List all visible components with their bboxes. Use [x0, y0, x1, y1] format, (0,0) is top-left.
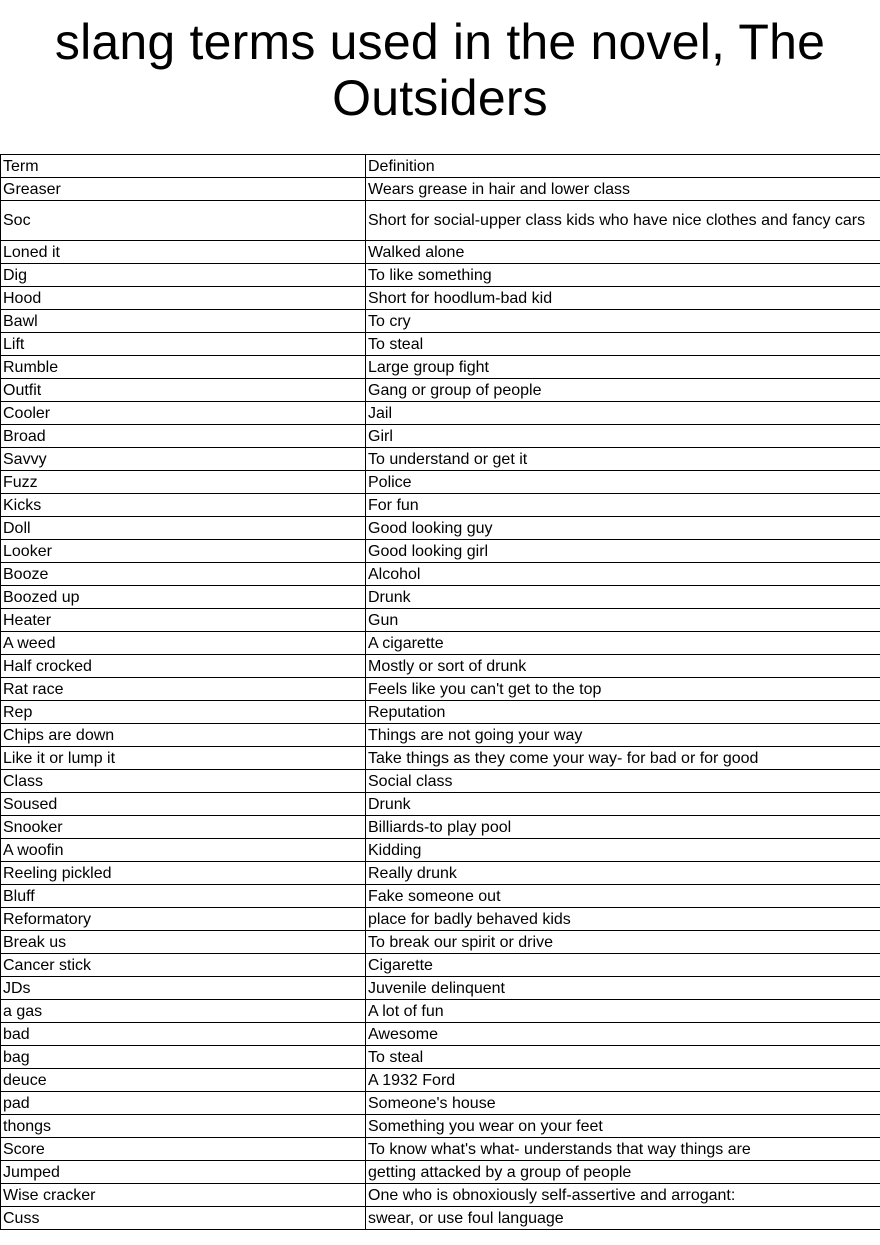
- table-row: [1, 1138, 880, 1161]
- term-cell: Wise cracker: [1, 1184, 366, 1207]
- term-cell: bad: [1, 1023, 366, 1046]
- term-cell: Looker: [1, 540, 366, 563]
- table-row: [1, 471, 880, 494]
- term-cell: Soused: [1, 793, 366, 816]
- definition-cell: To understand or get it: [366, 448, 880, 471]
- table-row: [1, 1046, 880, 1069]
- definition-cell: Feels like you can't get to the top: [366, 678, 880, 701]
- term-cell: Hood: [1, 287, 366, 310]
- term-cell: Booze: [1, 563, 366, 586]
- table-row: [1, 310, 880, 333]
- table-row: [1, 494, 880, 517]
- table-row: [1, 1115, 880, 1138]
- table-row: [1, 954, 880, 977]
- definition-cell: Juvenile delinquent: [366, 977, 880, 1000]
- term-cell: pad: [1, 1092, 366, 1115]
- definition-cell: To like something: [366, 264, 880, 287]
- definition-cell: A 1932 Ford: [366, 1069, 880, 1092]
- table-row: [1, 1207, 880, 1230]
- term-cell: Soc: [1, 201, 366, 241]
- table-row: [1, 609, 880, 632]
- table-row: [1, 264, 880, 287]
- definition-cell: Girl: [366, 425, 880, 448]
- definition-cell: Gun: [366, 609, 880, 632]
- definition-cell: Short for hoodlum-bad kid: [366, 287, 880, 310]
- table-row: [1, 747, 880, 770]
- table-header-row: [1, 155, 880, 178]
- table-row: [1, 1184, 880, 1207]
- definition-cell: Large group fight: [366, 356, 880, 379]
- definition-cell: Kidding: [366, 839, 880, 862]
- term-cell: Fuzz: [1, 471, 366, 494]
- table-row: [1, 540, 880, 563]
- table-row: [1, 816, 880, 839]
- definition-cell: Fake someone out: [366, 885, 880, 908]
- table-row: [1, 1023, 880, 1046]
- table-row: [1, 908, 880, 931]
- definition-cell: To steal: [366, 1046, 880, 1069]
- table-row: [1, 425, 880, 448]
- definition-cell: Reputation: [366, 701, 880, 724]
- definition-cell: Someone's house: [366, 1092, 880, 1115]
- definition-cell: Alcohol: [366, 563, 880, 586]
- table-row: [1, 1000, 880, 1023]
- definition-cell: Wears grease in hair and lower class: [366, 178, 880, 201]
- definition-cell: Something you wear on your feet: [366, 1115, 880, 1138]
- definition-cell: A lot of fun: [366, 1000, 880, 1023]
- term-cell: Rat race: [1, 678, 366, 701]
- term-cell: thongs: [1, 1115, 366, 1138]
- definition-cell: Really drunk: [366, 862, 880, 885]
- term-cell: Outfit: [1, 379, 366, 402]
- term-cell: Greaser: [1, 178, 366, 201]
- table-row: [1, 402, 880, 425]
- definition-cell: Take things as they come your way- for bad or for good: [366, 747, 880, 770]
- table-row: [1, 701, 880, 724]
- definition-cell: For fun: [366, 494, 880, 517]
- term-cell: A weed: [1, 632, 366, 655]
- term-cell: Like it or lump it: [1, 747, 366, 770]
- definition-cell: place for badly behaved kids: [366, 908, 880, 931]
- definition-cell: Gang or group of people: [366, 379, 880, 402]
- definition-cell: Social class: [366, 770, 880, 793]
- term-cell: Class: [1, 770, 366, 793]
- term-cell: Jumped: [1, 1161, 366, 1184]
- table-row: [1, 287, 880, 310]
- definition-cell: Good looking guy: [366, 517, 880, 540]
- definition-cell: To steal: [366, 333, 880, 356]
- term-cell: bag: [1, 1046, 366, 1069]
- table-row: [1, 977, 880, 1000]
- definition-cell: A cigarette: [366, 632, 880, 655]
- term-cell: Cooler: [1, 402, 366, 425]
- table-row: [1, 862, 880, 885]
- table-row: [1, 178, 880, 201]
- table-row: [1, 724, 880, 747]
- definition-cell: Good looking girl: [366, 540, 880, 563]
- definition-cell: To break our spirit or drive: [366, 931, 880, 954]
- definition-cell: Awesome: [366, 1023, 880, 1046]
- term-cell: Reformatory: [1, 908, 366, 931]
- table-row: [1, 1069, 880, 1092]
- table-row: [1, 678, 880, 701]
- definition-cell: getting attacked by a group of people: [366, 1161, 880, 1184]
- table-row: [1, 333, 880, 356]
- table-row: [1, 448, 880, 471]
- table-row: [1, 885, 880, 908]
- table-row: [1, 563, 880, 586]
- term-cell: Reeling pickled: [1, 862, 366, 885]
- table-row: [1, 1161, 880, 1184]
- term-cell: Lift: [1, 333, 366, 356]
- definition-cell: One who is obnoxiously self-assertive and arrogant:: [366, 1184, 880, 1207]
- definition-cell: To cry: [366, 310, 880, 333]
- term-cell: Kicks: [1, 494, 366, 517]
- table-row: [1, 632, 880, 655]
- table-row: [1, 586, 880, 609]
- definition-cell: swear, or use foul language: [366, 1207, 880, 1230]
- slang-table: [0, 154, 880, 1230]
- term-header: Term: [1, 155, 366, 178]
- term-cell: Broad: [1, 425, 366, 448]
- table-row: [1, 839, 880, 862]
- table-row: [1, 379, 880, 402]
- definition-cell: Mostly or sort of drunk: [366, 655, 880, 678]
- table-row: [1, 770, 880, 793]
- definition-header: Definition: [366, 155, 880, 178]
- term-cell: Cuss: [1, 1207, 366, 1230]
- table-row: [1, 201, 880, 241]
- term-cell: Cancer stick: [1, 954, 366, 977]
- table-row: [1, 655, 880, 678]
- term-cell: Break us: [1, 931, 366, 954]
- table-row: [1, 931, 880, 954]
- term-cell: A woofin: [1, 839, 366, 862]
- definition-cell: Police: [366, 471, 880, 494]
- term-cell: Boozed up: [1, 586, 366, 609]
- term-cell: Heater: [1, 609, 366, 632]
- term-cell: Rumble: [1, 356, 366, 379]
- term-cell: Score: [1, 1138, 366, 1161]
- term-cell: Bluff: [1, 885, 366, 908]
- definition-cell: Drunk: [366, 793, 880, 816]
- table-row: [1, 356, 880, 379]
- definition-cell: Cigarette: [366, 954, 880, 977]
- table-row: [1, 793, 880, 816]
- definition-cell: To know what's what- understands that way things are: [366, 1138, 880, 1161]
- term-cell: JDs: [1, 977, 366, 1000]
- definition-cell: Drunk: [366, 586, 880, 609]
- table-row: [1, 1092, 880, 1115]
- table-row: [1, 241, 880, 264]
- term-cell: Half crocked: [1, 655, 366, 678]
- term-cell: Dig: [1, 264, 366, 287]
- term-cell: Savvy: [1, 448, 366, 471]
- table-row: [1, 517, 880, 540]
- definition-cell: Things are not going your way: [366, 724, 880, 747]
- definition-cell: Short for social-upper class kids who have nice clothes and fancy cars: [366, 201, 880, 241]
- term-cell: Doll: [1, 517, 366, 540]
- term-cell: a gas: [1, 1000, 366, 1023]
- definition-cell: Jail: [366, 402, 880, 425]
- term-cell: Snooker: [1, 816, 366, 839]
- term-cell: Chips are down: [1, 724, 366, 747]
- definition-cell: Walked alone: [366, 241, 880, 264]
- term-cell: deuce: [1, 1069, 366, 1092]
- term-cell: Loned it: [1, 241, 366, 264]
- page-title: slang terms used in the novel, The Outsiders: [54, 14, 826, 126]
- term-cell: Bawl: [1, 310, 366, 333]
- term-cell: Rep: [1, 701, 366, 724]
- definition-cell: Billiards-to play pool: [366, 816, 880, 839]
